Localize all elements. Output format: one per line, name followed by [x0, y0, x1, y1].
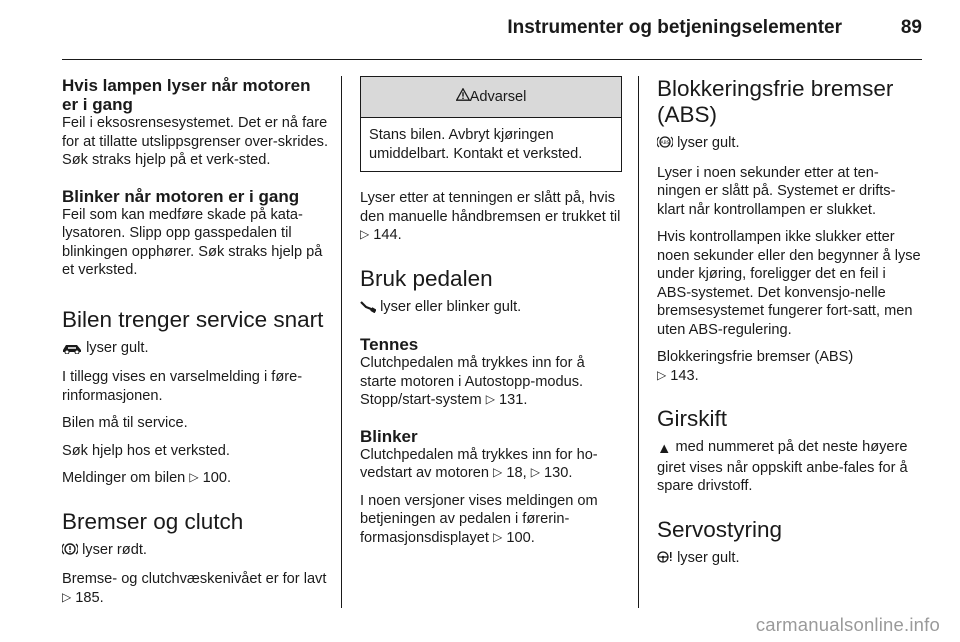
warning-box	[360, 76, 622, 172]
reference-arrow-icon: ▷	[360, 227, 370, 241]
warning-text: Stans bilen. Avbryt kjøringen umiddelbart. Kontakt et verksted.	[369, 127, 583, 162]
paragraph: I noen versjoner vises meldingen om betjeningen av pedalen i førerin-formasjonsdisplayet ▷ 100.	[360, 492, 598, 546]
paragraph: lyser gult.	[657, 549, 922, 570]
column-3	[657, 76, 922, 578]
paragraph: Feil som kan medføre skade på kata-lysatoren. Slipp opp gasspedalen til blinkingen opphører. Søk straks hjelp på et verksted.	[62, 206, 323, 278]
paragraph: Lyser i noen sekunder etter at ten-ningen er slått på. Systemet er drifts-klart når kontrollampen er slukket.	[657, 164, 896, 218]
section-heading: Bilen trenger service snart	[62, 306, 324, 332]
paragraph: lyser eller blinker gult.	[360, 298, 622, 319]
reference-arrow-icon: ▷	[493, 529, 503, 544]
column-divider-2	[638, 76, 639, 608]
paragraph: Feil i eksosrensesystemet. Det er nå fare for at tillatte utslippsgrenser over-skrides. Søk straks hjelp på et verk-sted.	[62, 115, 329, 168]
power-steering-icon	[657, 550, 673, 570]
watermark: carmanualsonline.info	[755, 614, 940, 635]
reference-arrow-icon: ▷	[189, 470, 199, 484]
paragraph: Blokkeringsfrie bremser (ABS) ▷ 143.	[657, 349, 854, 384]
page-header	[0, 0, 960, 60]
paragraph: Clutchpedalen må trykkes inn for ho-vedstart av motoren ▷ 18, ▷ 130.	[360, 446, 598, 481]
column-1	[62, 76, 330, 616]
column-divider-1	[341, 76, 342, 608]
svg-text:ABS: ABS	[660, 141, 670, 146]
section-heading: Blinker når motoren er i gang	[62, 186, 300, 206]
paragraph: lyser gult.	[62, 339, 330, 360]
paragraph: Hvis kontrollampen ikke slukker etter noen sekunder eller den begynner å lyse under kjøring, foreligger det en feil i ABS-systemet. Det konvensjo-nelle bremsesystemet fungerer fort-satt, men uten ABS-regulering.	[657, 229, 921, 338]
reference-arrow-icon: ▷	[485, 392, 495, 406]
paragraph: Lyser etter at tenningen er slått på, hvis den manuelle håndbremsen er trukket til ▷ 144.	[360, 190, 621, 243]
section-heading: Bremser og clutch	[62, 508, 244, 534]
section-heading: Blokkeringsfrie bremser (ABS)	[657, 76, 894, 127]
section-heading: Servostyring	[657, 516, 783, 542]
section-heading: Girskift	[657, 406, 727, 431]
wrench-car-icon	[62, 341, 82, 360]
paragraph: ▲ med nummeret på det neste høyere giret vises når oppskift anbe-fales for å spare drivstoff.	[657, 439, 908, 494]
section-heading: Tennes	[360, 335, 419, 354]
reference-arrow-icon: ▷	[62, 589, 72, 604]
reference-arrow-icon: ▷	[530, 465, 540, 479]
warning-label: Advarsel	[469, 88, 527, 105]
paragraph: Clutchpedalen må trykkes inn for å starte motoren i Autostopp-modus. Stopp/start-system ▷ 131.	[360, 355, 585, 408]
brake-warning-icon	[62, 542, 78, 562]
warning-header	[361, 77, 621, 118]
abs-icon	[657, 135, 673, 155]
page-number: 89	[900, 17, 922, 38]
shift-up-icon: ▲	[657, 441, 672, 457]
column-2	[360, 76, 622, 556]
paragraph: lyser rødt.	[62, 541, 330, 562]
paragraph: Søk hjelp hos et verksted.	[62, 442, 230, 459]
warning-triangle-icon	[456, 88, 470, 107]
clutch-pedal-icon	[360, 300, 376, 319]
paragraph: I tillegg vises en varselmelding i føre-rinformasjonen.	[62, 369, 303, 404]
paragraph: Bremse- og clutchvæskenivået er for lavt ▷ 185.	[62, 571, 327, 606]
section-heading: Blinker	[360, 426, 418, 446]
header-divider	[62, 59, 922, 60]
paragraph: Bilen må til service.	[62, 415, 188, 431]
header-title: Instrumenter og betjeningselementer	[507, 17, 842, 38]
reference-arrow-icon: ▷	[657, 367, 667, 382]
section-heading: Hvis lampen lyser når motoren er i gang	[62, 76, 311, 114]
paragraph: Meldinger om bilen ▷ 100.	[62, 470, 232, 486]
reference-arrow-icon: ▷	[493, 465, 503, 479]
section-heading: Bruk pedalen	[360, 265, 493, 291]
paragraph: ABS lyser gult.	[657, 134, 922, 155]
